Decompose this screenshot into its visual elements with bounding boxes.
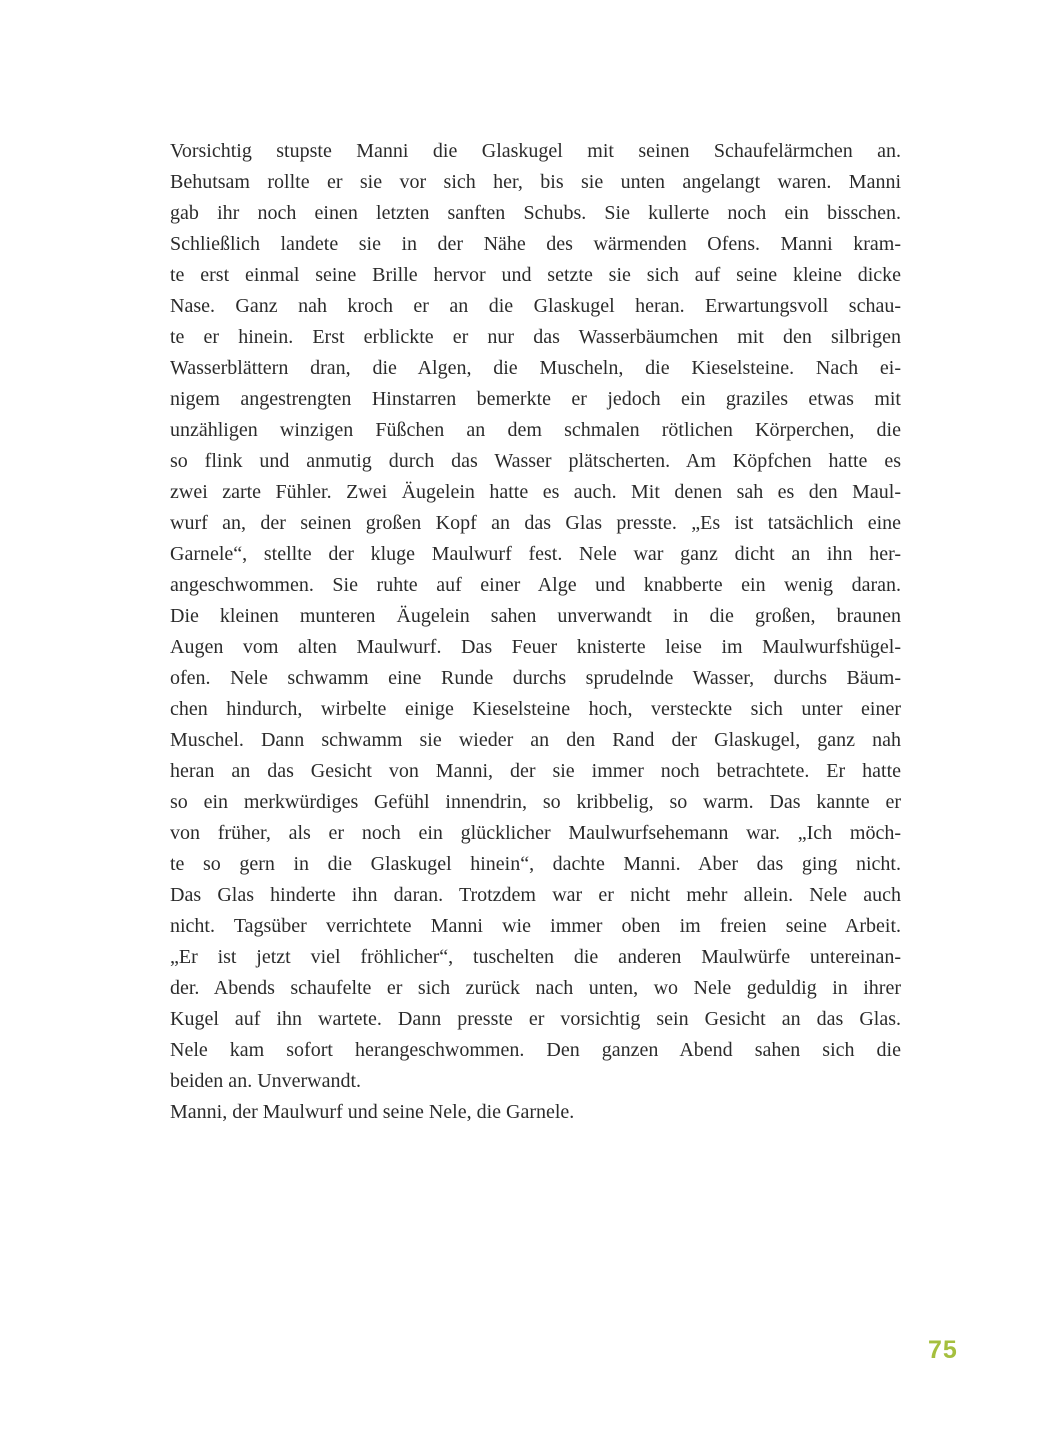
story-text [170,136,901,1128]
text-line: so flink und anmutig durch das Wasser plätscherten. Am Köpfchen hatte es [170,450,901,472]
text-line: Wasserblättern dran, die Algen, die Muscheln, die Kieselsteine. Nach ei- [170,357,901,379]
text-line: Kugel auf ihn wartete. Dann presste er vorsichtig sein Gesicht an das Glas. [170,1008,901,1030]
text-line: chen hindurch, wirbelte einige Kieselsteine hoch, versteckte sich unter einer [170,698,901,720]
text-line: te so gern in die Glaskugel hinein“, dachte Manni. Aber das ging nicht. [170,853,901,875]
text-line: nigem angestrengten Hinstarren bemerkte er jedoch ein graziles etwas mit [170,388,901,410]
text-line: gab ihr noch einen letzten sanften Schubs. Sie kullerte noch ein bisschen. [170,202,901,224]
text-line: Muschel. Dann schwamm sie wieder an den Rand der Glaskugel, ganz nah [170,729,901,751]
text-line: zwei zarte Fühler. Zwei Äugelein hatte es auch. Mit denen sah es den Maul- [170,481,901,503]
text-line: Behutsam rollte er sie vor sich her, bis sie unten angelangt waren. Manni [170,171,901,193]
text-line: wurf an, der seinen großen Kopf an das Glas presste. „Es ist tatsächlich eine [170,512,901,534]
text-line: „Er ist jetzt viel fröhlicher“, tuschelten die anderen Maulwürfe untereinan- [170,946,901,968]
text-line: so ein merkwürdiges Gefühl innendrin, so kribbelig, so warm. Das kannte er [170,791,901,813]
text-line: von früher, als er noch ein glücklicher Maulwurfsehemann war. „Ich möch- [170,822,901,844]
text-line: Manni, der Maulwurf und seine Nele, die Garnele. [170,1101,575,1123]
text-line: Augen vom alten Maulwurf. Das Feuer knisterte leise im Maulwurfshügel- [170,636,901,658]
text-line: der. Abends schaufelte er sich zurück nach unten, wo Nele geduldig in ihrer [170,977,901,999]
page-number: 75 [928,1336,958,1364]
text-line: nicht. Tagsüber verrichtete Manni wie immer oben im freien seine Arbeit. [170,915,901,937]
text-line: te erst einmal seine Brille hervor und setzte sie sich auf seine kleine dicke [170,264,901,286]
text-line: Schließlich landete sie in der Nähe des wärmenden Ofens. Manni kram- [170,233,901,255]
text-line: Vorsichtig stupste Manni die Glaskugel mit seinen Schaufelärmchen an. [170,140,901,162]
text-line: te er hinein. Erst erblickte er nur das Wasserbäumchen mit den silbrigen [170,326,901,348]
text-line: heran an das Gesicht von Manni, der sie immer noch betrachtete. Er hatte [170,760,901,782]
text-line: Nele kam sofort herangeschwommen. Den ganzen Abend sahen sich die [170,1039,901,1061]
text-line: Garnele“, stellte der kluge Maulwurf fest. Nele war ganz dicht an ihn her- [170,543,901,565]
text-line: unzähligen winzigen Füßchen an dem schmalen rötlichen Körperchen, die [170,419,901,441]
text-line: beiden an. Unverwandt. [170,1070,362,1092]
text-line: angeschwommen. Sie ruhte auf einer Alge und knabberte ein wenig daran. [170,574,901,596]
text-line: ofen. Nele schwamm eine Runde durchs sprudelnde Wasser, durchs Bäum- [170,667,901,689]
text-line: Nase. Ganz nah kroch er an die Glaskugel heran. Erwartungsvoll schau- [170,295,901,317]
text-line: Das Glas hinderte ihn daran. Trotzdem war er nicht mehr allein. Nele auch [170,884,901,906]
text-line: Die kleinen munteren Äugelein sahen unverwandt in die großen, braunen [170,605,901,627]
